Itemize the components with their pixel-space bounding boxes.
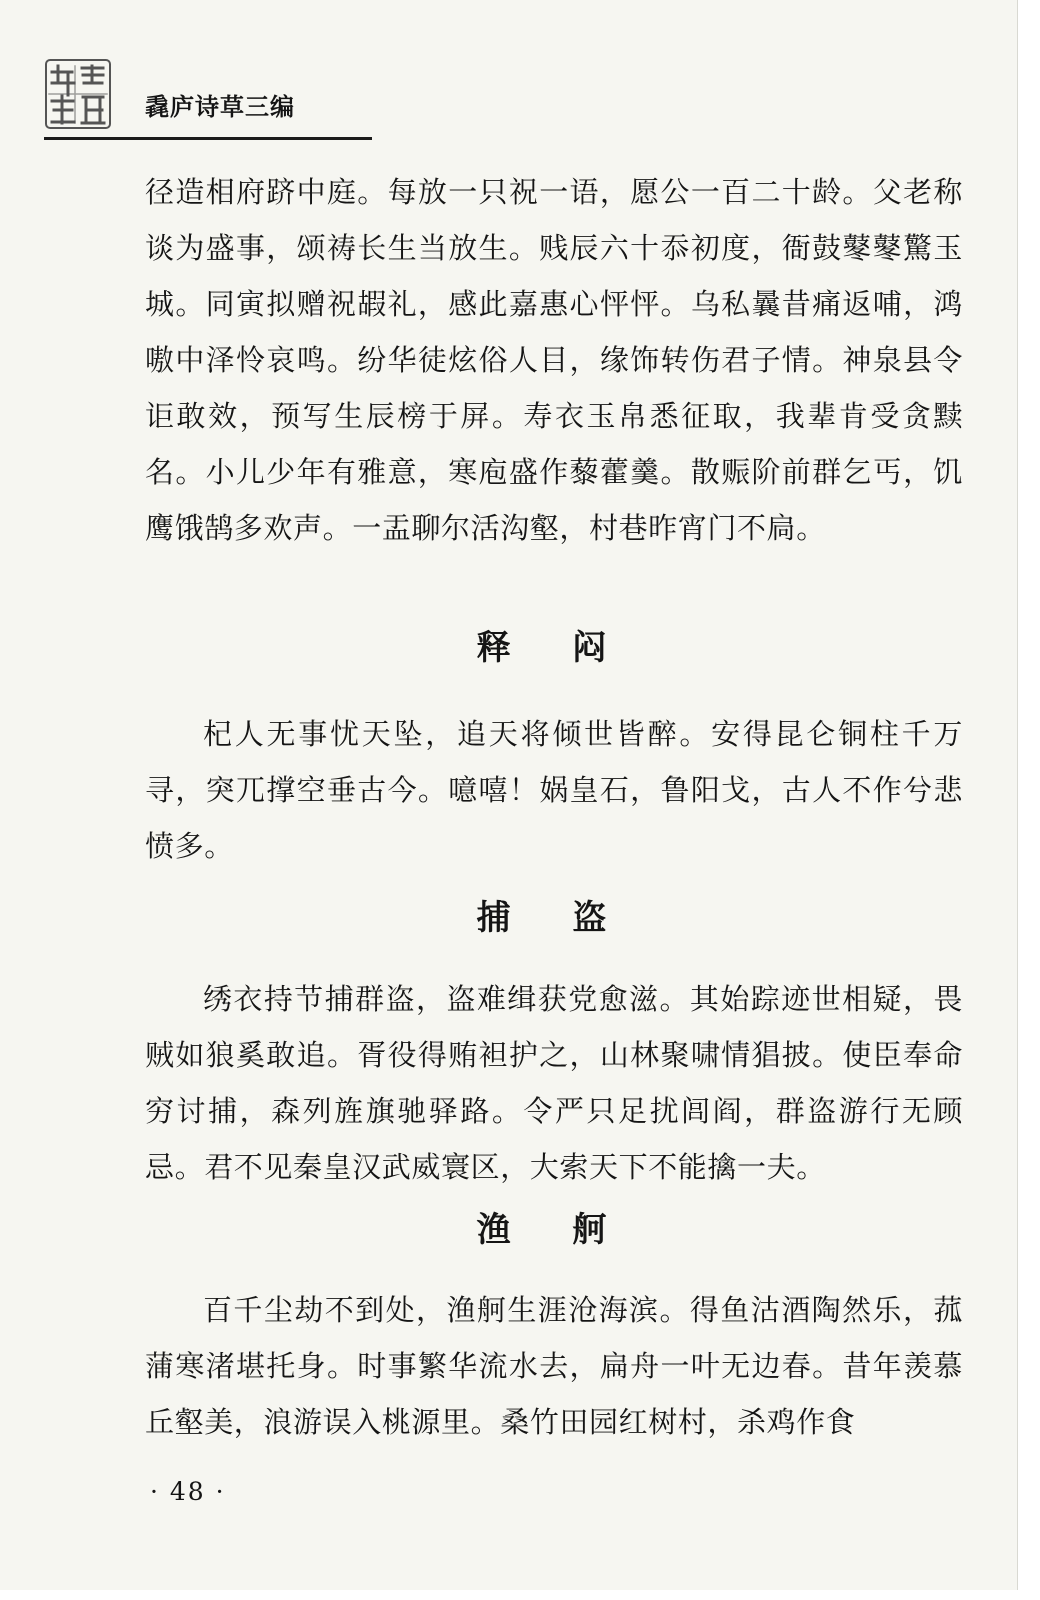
- poem-text-yuge: 百千尘劫不到处，渔舸生涯沧海滨。得鱼沽酒陶然乐，菰蒲寒渚堪托身。时事繁华流水去，扁舟一叶无边春。昔年羡慕丘壑美，浪游误入桃源里。桑竹田园红树村，杀鸡作食: [145, 1293, 963, 1439]
- page-number: · 48 ·: [150, 1477, 226, 1506]
- poem-title-shimen: 释 闷: [476, 628, 632, 668]
- poem-text-shimen: 杞人无事忧天坠，追天将倾世皆醉。安得昆仑铜柱千万寻，突兀撑空垂古今。噫嘻！娲皇石，鲁阳戈，古人不作兮悲愤多。: [145, 717, 963, 863]
- seal-logo: [44, 58, 112, 130]
- continued-poem-text: 径造相府跻中庭。每放一只祝一语，愿公一百二十龄。父老称谈为盛事，颂祷长生当放生。贱辰六十忝初度，衙鼓鼕鼕驚玉城。同寅拟赠祝嘏礼，感此嘉惠心怦怦。乌私曩昔痛返哺，鸿嗷中泽怜哀鸣。纷华徒炫俗人目，缘饰转伤君子情。神泉县令讵敢效，预写生辰榜于屏。寿衣玉帛悉征取，我辈肯受贪黩名。小儿少年有雅意，寒庖盛作藜藿羹。散赈阶前群乞丐，饥鹰饿鹄多欢声。一盂聊尔活沟壑，村巷昨宵门不扃。: [145, 175, 963, 545]
- running-head-title: 毳庐诗草三编: [145, 93, 295, 121]
- poem-text-budao: 绣衣持节捕群盗，盗难缉获党愈滋。其始踪迹世相疑，畏贼如狼奚敢追。胥役得贿袒护之，山林聚啸情猖披。使臣奉命穷讨捕，森列旌旗驰驿路。令严只足扰闾阎，群盗游行无顾忌。君不见秦皇汉武威寰区，大索天下不能擒一夫。: [145, 982, 963, 1184]
- poem-title-budao: 捕 盗: [476, 898, 632, 938]
- scanned-bottom-edge: [0, 1590, 1040, 1600]
- scanned-page-edge: [1017, 0, 1040, 1600]
- poem-title-yuge: 渔 舸: [476, 1210, 632, 1250]
- header-rule: [44, 137, 372, 140]
